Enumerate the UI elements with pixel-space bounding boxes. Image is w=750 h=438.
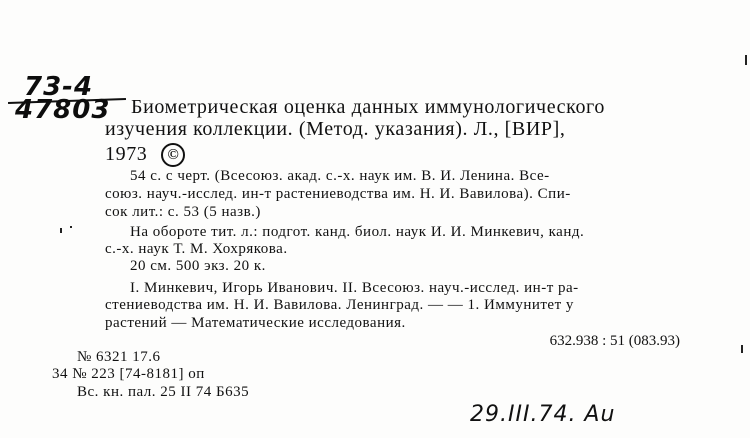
registry-line: № 6321 17.6 [77,349,161,365]
title-line-1: Биометрическая оценка данных иммунологического [131,96,605,118]
scan-speck [745,55,747,65]
classification-code: 632.938 : 51 (083.93) [549,333,680,349]
subject-line: растений — Математические исследования. [105,315,406,331]
handwritten-shelfmark-top: 73-4 [24,72,94,102]
scan-speck [60,228,62,233]
subject-line: стениеводства им. Н. И. Вавилова. Ленинград. — — 1. Иммунитет у [105,297,574,313]
description-line: союз. науч.-исслед. ин-т растениеводства им. Н. И. Вавилова). Спи- [105,186,571,202]
description-line: 20 см. 500 экз. 20 к. [130,258,266,274]
description-line: с.-х. наук Т. М. Хохрякова. [105,241,288,257]
publication-year: 1973 [105,143,148,165]
registry-line: 34 № 223 [74-8181] оп [52,366,205,382]
copyright-icon: © [161,143,185,167]
handwritten-shelfmark-bottom: 47803 [15,95,111,125]
scan-speck [741,345,743,353]
description-line: сок лит.: с. 53 (5 назв.) [105,204,261,220]
description-line: 54 с. с черт. (Всесоюз. акад. с.-х. наук им. В. И. Ленина. Все- [130,168,550,184]
title-line-2: изучения коллекции. (Метод. указания). Л., [ВИР], [105,118,566,140]
description-line: На обороте тит. л.: подгот. канд. биол. наук И. И. Минкевич, канд. [130,224,585,240]
handwritten-date-note: 29.III.74. Au [470,402,616,427]
scan-speck [70,226,72,228]
title-line-3 [105,143,185,167]
registry-line: Вс. кн. пал. 25 II 74 Б635 [77,384,250,400]
subject-line: I. Минкевич, Игорь Иванович. II. Всесоюз. науч.-исслед. ин-т ра- [130,280,579,296]
